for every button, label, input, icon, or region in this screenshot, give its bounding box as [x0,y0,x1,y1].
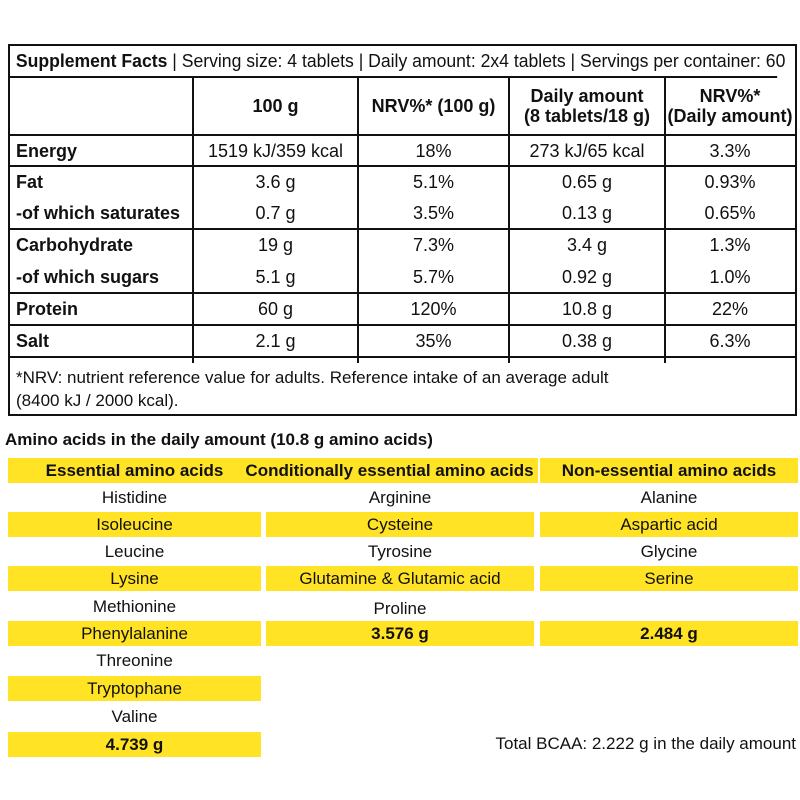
header-empty [10,76,193,136]
divider [664,76,666,363]
divider [10,292,795,294]
nutrient-name: Carbohydrate [16,235,134,255]
nutrient-name: Fat [16,172,43,192]
essential-amino-acid: Phenylalanine [8,621,261,646]
nonessential-amino-acid: Serine [540,566,798,591]
facts-title: Supplement Facts [15,51,168,71]
divider [192,76,194,363]
divider [10,134,795,136]
essential-amino-acid: Isoleucine [8,512,261,537]
value-daily: 0.92 g [561,266,613,287]
nrv-daily: 1.3% [709,235,751,255]
essential-amino-acid: Tryptophane [8,676,261,701]
header-daily-line2: (8 tablets/18 g) [523,106,651,126]
table-row [10,198,795,229]
essential-amino-acid: Methionine [92,597,177,616]
nutrient-name: -of which sugars [16,266,160,287]
footnote-line-1: *NRV: nutrient reference value for adults. Reference intake of an average adult [16,368,609,387]
value-per-100g: 2.1 g [255,331,296,351]
nrv-per-100g: 120% [410,299,457,319]
nrv-footnote [16,366,609,412]
nonessential-amino-acid: Aspartic acid [540,512,798,537]
nrv-daily: 1.0% [709,266,751,287]
table-row [10,261,795,293]
nonessential-total: 2.484 g [540,621,798,646]
conditional-amino-acid: Glutamine & Glutamic acid [266,566,534,591]
header-nrv-daily-line2: (Daily amount) [667,106,793,126]
divider [10,356,795,358]
nrv-daily: 0.65% [704,203,756,223]
essential-amino-acid: Lysine [8,566,261,591]
table-row [10,167,795,198]
divider [10,165,795,167]
value-per-100g: 60 g [257,299,294,319]
table-row [10,230,795,261]
header-daily-amount [509,76,665,136]
header-nrv-100g: NRV%* (100 g) [371,96,496,116]
nrv-per-100g: 5.1% [412,172,455,192]
divider [357,76,359,363]
value-per-100g: 5.1 g [255,266,296,287]
value-per-100g: 0.7 g [255,203,296,223]
amino-acids-title: Amino acids in the daily amount (10.8 g amino acids) [5,430,433,449]
nrv-per-100g: 5.7% [412,266,455,287]
essential-amino-acid: Valine [111,707,158,726]
essential-amino-acid: Leucine [104,542,165,561]
nrv-daily: 22% [711,299,749,319]
table-row [10,136,795,166]
nutrient-name: Salt [16,331,50,351]
nrv-daily: 3.3% [709,140,751,161]
nrv-per-100g: 3.5% [412,203,455,223]
nonessential-heading: Non-essential amino acids [540,458,798,483]
nrv-per-100g: 35% [415,331,452,351]
serving-info: | Serving size: 4 tablets | Daily amount: 2x4 tablets | Servings per container: 60 [167,51,786,71]
nonessential-amino-acid: Alanine [640,488,698,507]
value-daily: 0.65 g [561,172,613,192]
nrv-per-100g: 7.3% [412,235,455,255]
conditional-amino-acid: Arginine [368,488,432,507]
value-daily: 10.8 g [561,299,613,319]
value-daily: 3.4 g [566,235,608,255]
divider [10,228,795,230]
header-daily-line1: Daily amount [530,86,644,106]
value-daily: 0.38 g [561,331,613,351]
essential-total: 4.739 g [8,732,261,757]
divider [10,324,795,326]
nutrient-name: Protein [16,299,79,319]
table-header-row [10,76,795,136]
header-nrv-daily-line1: NRV%* [699,86,761,106]
value-daily: 0.13 g [561,203,613,223]
header-nrv-daily [665,76,795,136]
supplement-facts-table [8,44,797,416]
table-row [10,294,795,325]
total-bcaa: Total BCAA: 2.222 g in the daily amount [495,734,796,753]
facts-header-line [10,46,786,78]
divider [508,76,510,363]
conditional-heading: Conditionally essential amino acids [241,458,538,483]
value-daily: 273 kJ/65 kcal [529,140,645,161]
nutrient-name: Energy [16,140,78,161]
essential-amino-acid: Threonine [96,651,173,670]
nrv-daily: 6.3% [709,331,751,351]
footnote-line-2: (8400 kJ / 2000 kcal). [16,391,179,410]
nrv-per-100g: 18% [415,140,452,161]
conditional-total: 3.576 g [266,621,534,646]
nonessential-amino-acid: Glycine [640,542,698,561]
value-per-100g: 19 g [257,235,294,255]
value-per-100g: 1519 kJ/359 kcal [207,140,344,161]
value-per-100g: 3.6 g [255,172,296,192]
header-per-100g: 100 g [252,96,299,116]
essential-heading: Essential amino acids [8,458,261,483]
table-row [10,326,795,357]
conditional-amino-acid: Cysteine [266,512,534,537]
essential-amino-acid: Histidine [101,488,168,507]
nrv-daily: 0.93% [704,172,756,192]
nutrient-name: -of which saturates [16,203,181,223]
conditional-amino-acid: Tyrosine [367,542,433,561]
conditional-amino-acid: Proline [373,599,427,618]
